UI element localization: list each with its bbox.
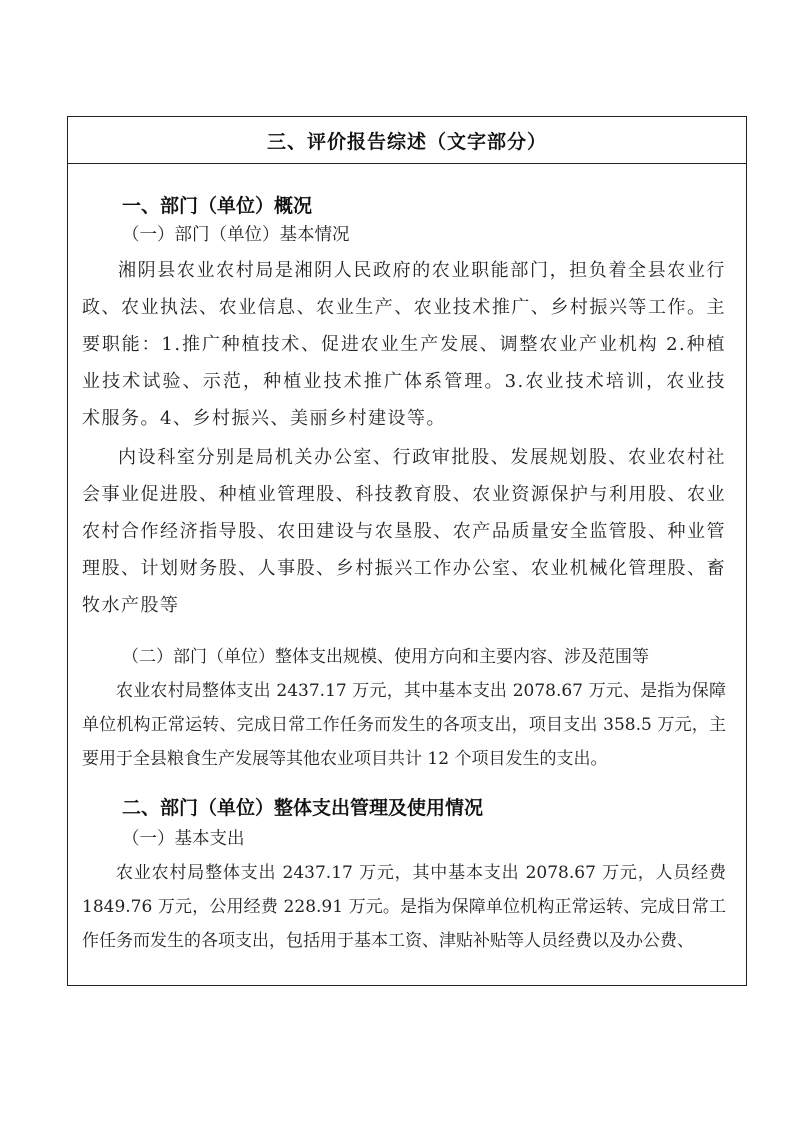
section-heading: 一、部门（单位）概况 [122,195,313,217]
paragraph: 内设科室分别是局机关办公室、行政审批股、发展规划股、农业农村社会事业促进股、种植业管理股、科技教育股、农业资源保护与利用股、农业农村合作经济指导股、农田建设与农垦股、农产品质量安全监管股、种业管理股、计划财务股、人事股、乡村振兴工作办公室、农业机械化管理股、畜牧水产股等 [82,447,726,616]
report-frame [67,116,747,986]
paragraph: 农业农村局整体支出 2437.17 万元，其中基本支出 2078.67 万元，人员经费 1849.76 万元，公用经费 228.91 万元。是指为保障单位机构正常运转、完成日常工作任务而发生的各项支出，包括用于基本工资、津贴补贴等人员经费以及办公费、 [82,863,726,951]
report-header [68,117,746,164]
report-title: 三、评价报告综述（文字部分） [266,130,547,153]
subsection-heading: （一）基本支出 [122,829,245,849]
subsection-heading: （一）部门（单位）基本情况 [122,225,350,245]
subsection-heading: （二）部门（单位）整体支出规模、使用方向和主要内容、涉及范围等 [122,647,649,667]
report-content [68,190,746,958]
paragraph: 湘阴县农业农村局是湘阴人民政府的农业职能部门，担负着全县农业行政、农业执法、农业信息、农业生产、农业技术推广、乡村振兴等工作。主要职能：1.推广种植技术、促进农业生产发展、调整农业产业机构 2.种植业技术试验、示范，种植业技术推广体系管理。3.农业技术培训，农业技术服务。4、乡村振兴、美丽乡村建设等。 [82,260,726,429]
section-heading: 二、部门（单位）整体支出管理及使用情况 [122,797,484,819]
paragraph: 农业农村局整体支出 2437.17 万元，其中基本支出 2078.67 万元、是指为保障单位机构正常运转、完成日常工作任务而发生的各项支出，项目支出 358.5 万元，主要用于全县粮食生产发展等其他农业项目共计 12 个项目发生的支出。 [82,681,726,769]
